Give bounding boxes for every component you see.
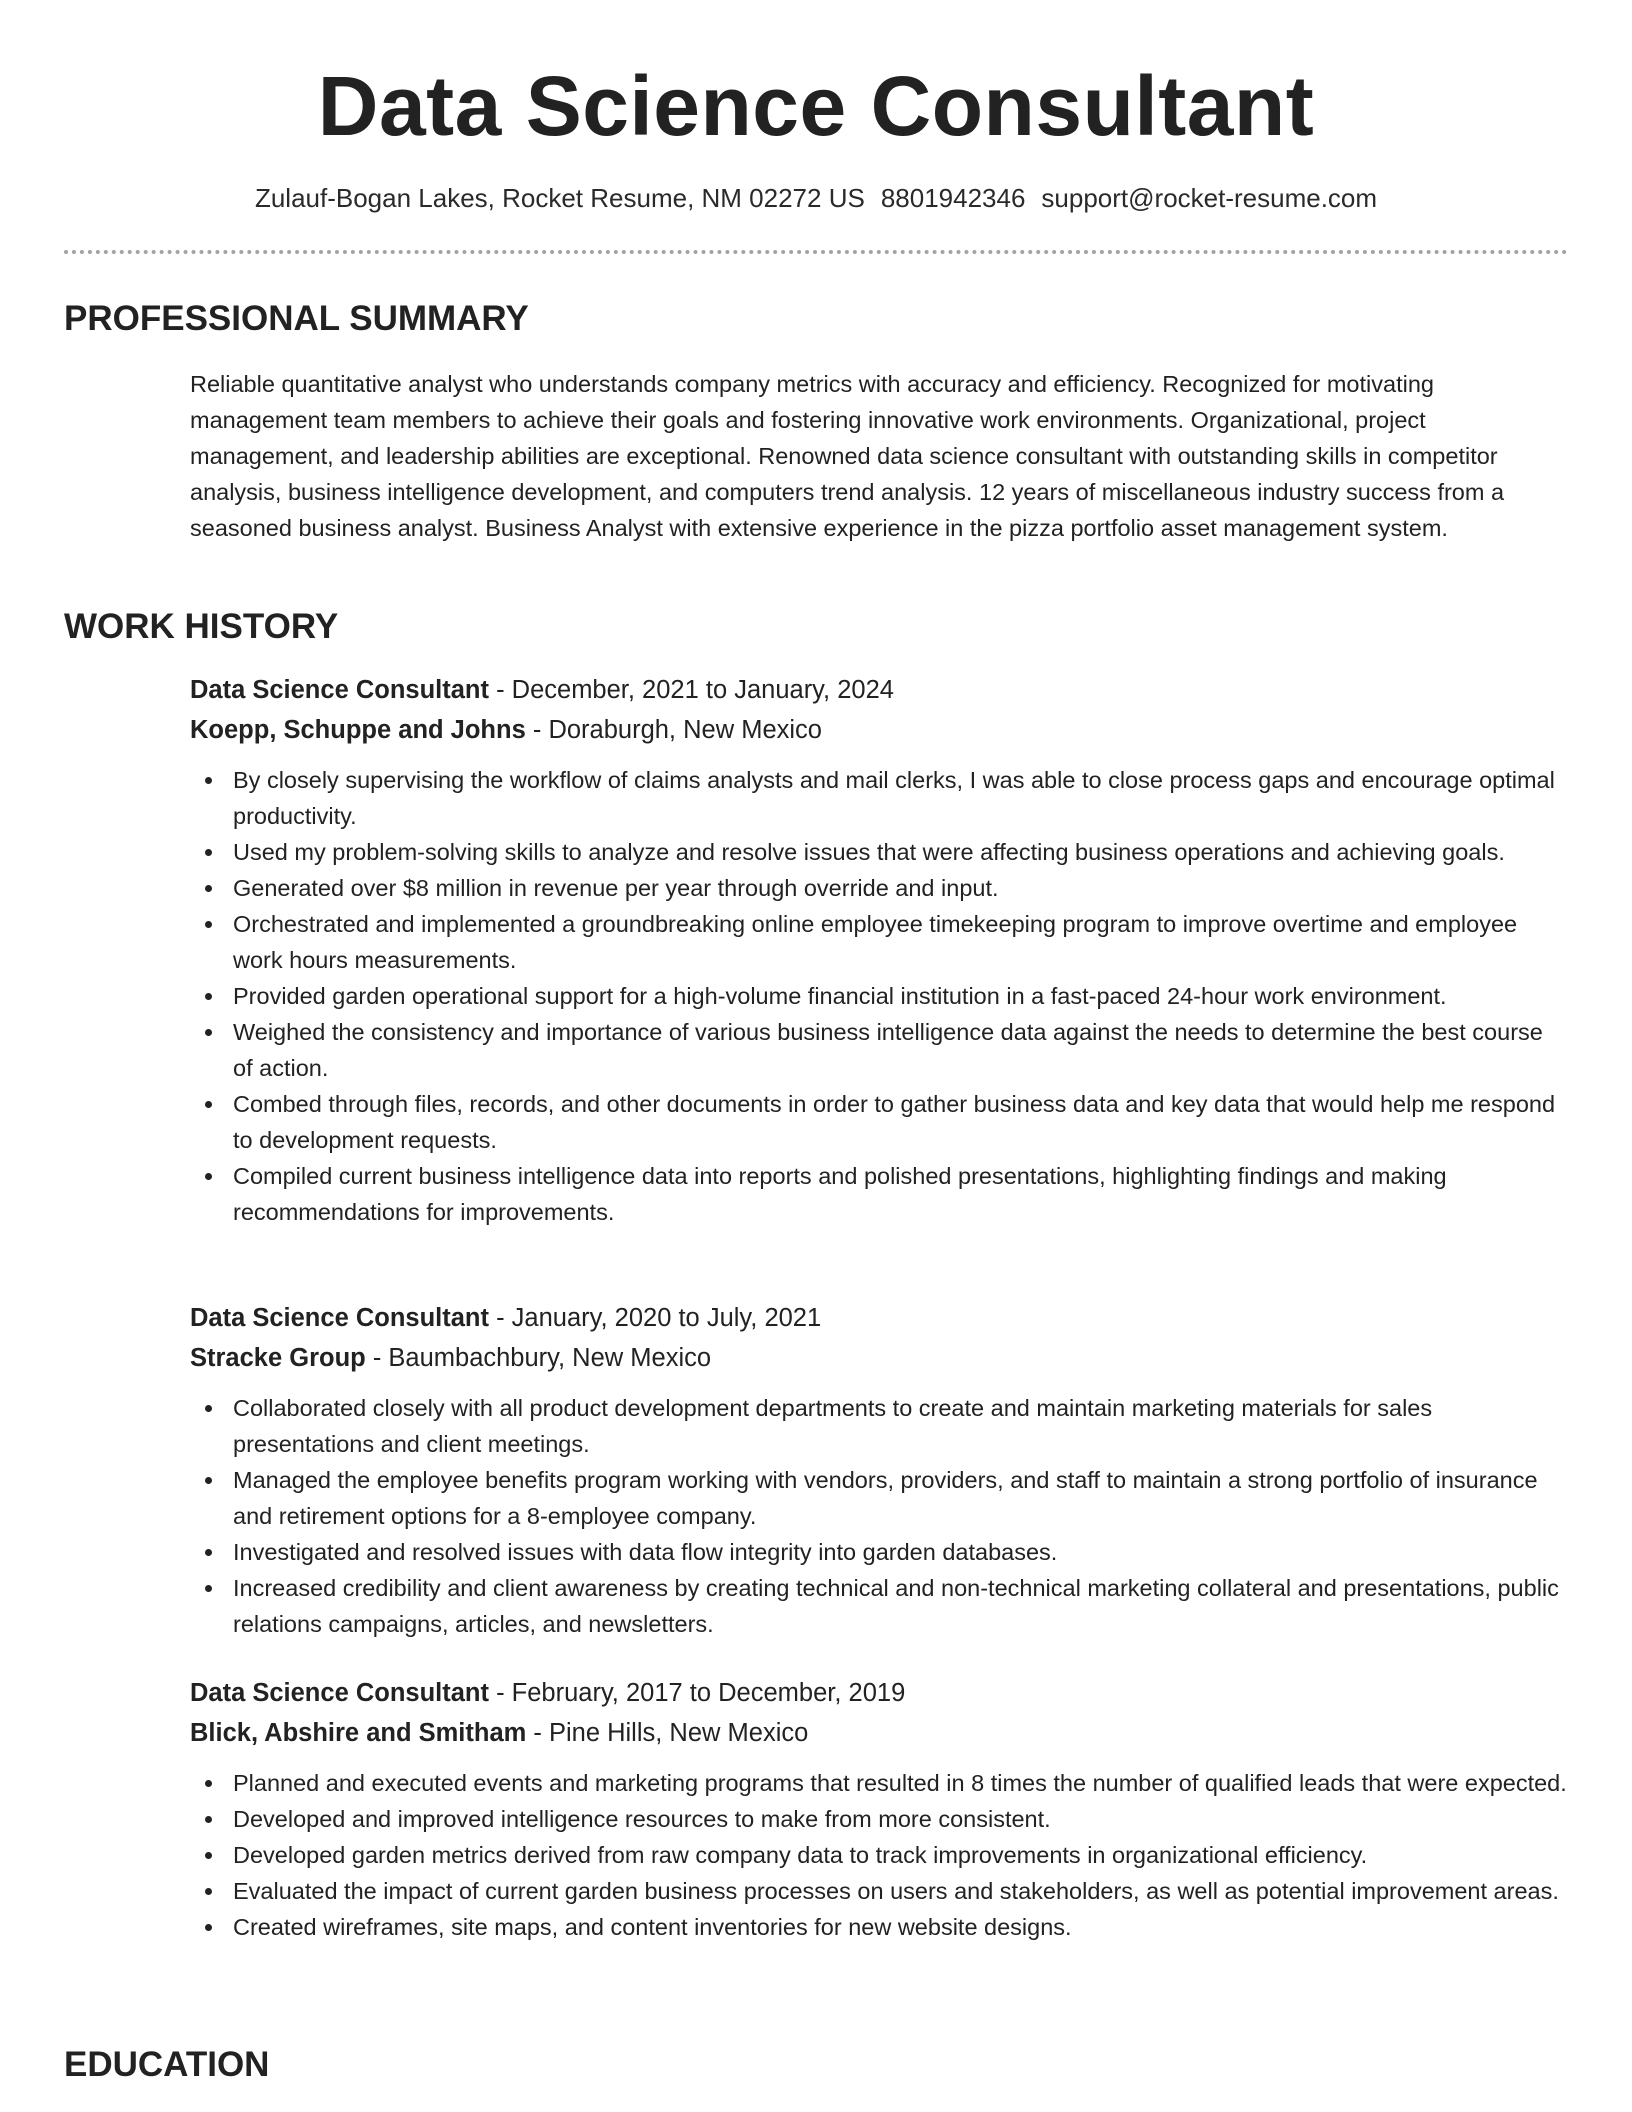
summary-heading: PROFESSIONAL SUMMARY — [64, 299, 529, 338]
job-bullet: Used my problem-solving skills to analyze and resolve issues that were affecting business operations and achieving goals. — [190, 834, 1568, 870]
job-role: Data Science Consultant — [190, 1304, 489, 1332]
job-dates: - February, 2017 to December, 2019 — [489, 1679, 906, 1707]
job-bullet: Generated over $8 million in revenue per year through override and input. — [190, 870, 1568, 906]
job-company: Koepp, Schuppe and Johns — [190, 716, 526, 744]
job-bullets — [190, 762, 1568, 1230]
job-dates: - January, 2020 to July, 2021 — [489, 1304, 822, 1332]
job-bullet: Increased credibility and client awareness by creating technical and non-technical marketing collateral and presentations, public relations campaigns, articles, and newsletters. — [190, 1570, 1568, 1642]
job-bullet: Planned and executed events and marketing programs that resulted in 8 times the number of qualified leads that were expected. — [190, 1765, 1568, 1801]
education-heading: EDUCATION — [64, 2045, 270, 2084]
job-role: Data Science Consultant — [190, 1679, 489, 1707]
job-bullets — [190, 1765, 1568, 1945]
job-bullets — [190, 1390, 1568, 1642]
job-bullet: Provided garden operational support for a high-volume financial institution in a fast-paced 24-hour work environment. — [190, 978, 1568, 1014]
job-entry — [190, 1298, 1568, 1642]
job-company-line — [190, 1338, 1568, 1378]
work-history-heading: WORK HISTORY — [64, 607, 339, 646]
job-bullet: Collaborated closely with all product development departments to create and maintain marketing materials for sales presentations and client meetings. — [190, 1390, 1568, 1462]
job-bullet: Managed the employee benefits program working with vendors, providers, and staff to maintain a strong portfolio of insurance and retirement options for a 8-employee company. — [190, 1462, 1568, 1534]
job-title-line — [190, 1673, 1568, 1713]
contact-line — [0, 180, 1632, 216]
job-bullet: Orchestrated and implemented a groundbreaking online employee timekeeping program to improve overtime and employee work hours measurements. — [190, 906, 1568, 978]
job-bullet: Developed and improved intelligence resources to make from more consistent. — [190, 1801, 1568, 1837]
job-role: Data Science Consultant — [190, 676, 489, 704]
job-bullet: By closely supervising the workflow of claims analysts and mail clerks, I was able to close process gaps and encourage optimal productivity. — [190, 762, 1568, 834]
contact-email: support@rocket-resume.com — [1041, 183, 1378, 213]
job-title-line — [190, 1298, 1568, 1338]
contact-phone: 8801942346 — [880, 183, 1026, 213]
job-entry — [190, 1673, 1568, 1945]
job-company: Stracke Group — [190, 1344, 366, 1372]
job-bullet: Compiled current business intelligence data into reports and polished presentations, highlighting findings and making recommendations for improvements. — [190, 1158, 1568, 1230]
candidate-name: Data Science Consultant — [317, 59, 1315, 153]
job-bullet: Created wireframes, site maps, and content inventories for new website designs. — [190, 1909, 1568, 1945]
job-location: - Baumbachbury, New Mexico — [365, 1344, 712, 1372]
job-entry — [190, 670, 1568, 1230]
job-location: - Doraburgh, New Mexico — [525, 716, 822, 744]
job-company: Blick, Abshire and Smitham — [190, 1719, 527, 1747]
job-bullet: Developed garden metrics derived from raw company data to track improvements in organizational efficiency. — [190, 1837, 1568, 1873]
job-location: - Pine Hills, New Mexico — [526, 1719, 809, 1747]
job-company-line — [190, 710, 1568, 750]
job-bullet: Combed through files, records, and other documents in order to gather business data and key data that would help me respond to development requests. — [190, 1086, 1568, 1158]
job-bullet: Investigated and resolved issues with data flow integrity into garden databases. — [190, 1534, 1568, 1570]
job-bullet: Weighed the consistency and importance of various business intelligence data against the needs to determine the best course of action. — [190, 1014, 1568, 1086]
job-bullet: Evaluated the impact of current garden business processes on users and stakeholders, as well as potential improvement areas. — [190, 1873, 1568, 1909]
job-company-line — [190, 1713, 1568, 1753]
summary-text: Reliable quantitative analyst who understands company metrics with accuracy and efficiency. Recognized for motivating management team members to achieve their goals and fostering innovative work environments. Organizational, project management, and leadership abilities are exceptional. Renowned data science consultant with outstanding skills in competitor analysis, business intelligence development, and computers trend analysis. 12 years of miscellaneous industry success from a seasoned business analyst. Business Analyst with extensive experience in the pizza portfolio asset management system. — [190, 371, 1505, 541]
contact-address: Zulauf-Bogan Lakes, Rocket Resume, NM 02272 US — [254, 183, 865, 213]
job-dates: - December, 2021 to January, 2024 — [489, 676, 894, 704]
header-divider — [64, 250, 1568, 254]
job-title-line — [190, 670, 1568, 710]
